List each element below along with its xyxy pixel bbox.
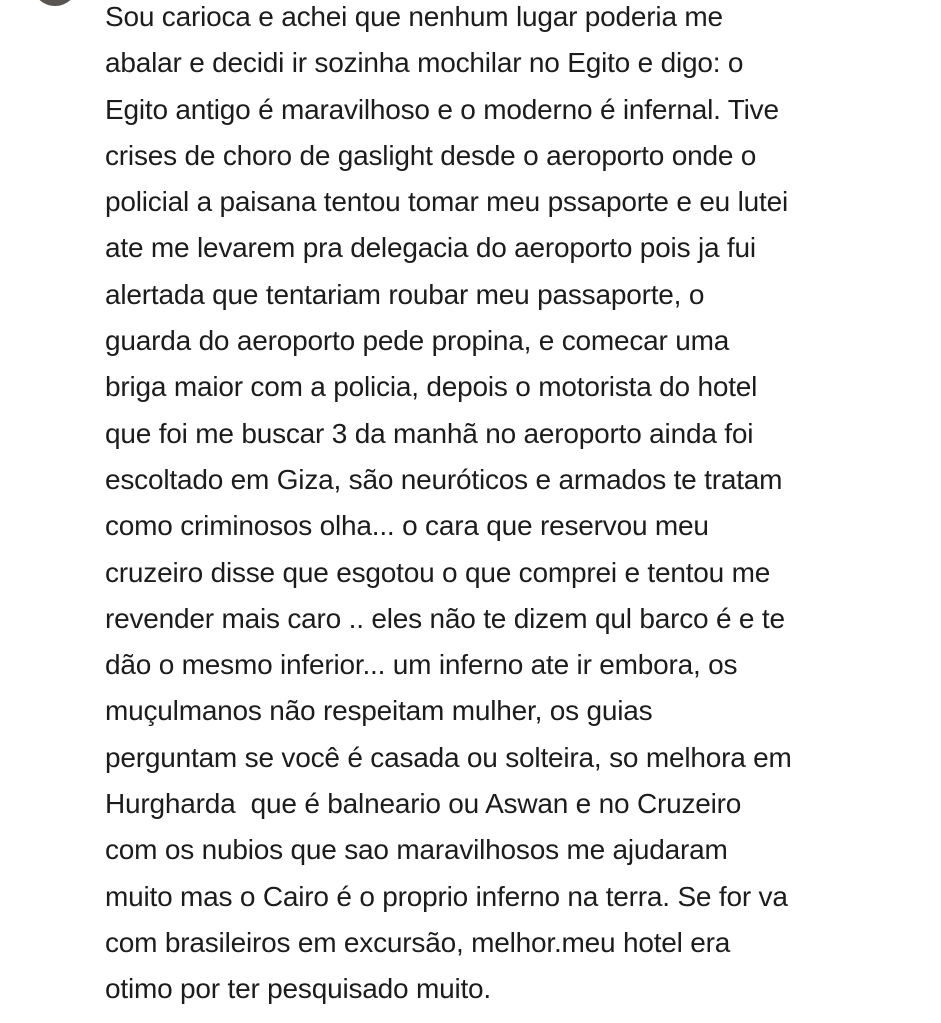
comment-line: guarda do aeroporto pede propina, e comecar uma [105, 325, 730, 357]
comment-line: revender mais caro .. eles não te dizem qul barco é e te [105, 602, 785, 634]
comment-line: dão o mesmo inferior... um inferno ate ir embora, os [105, 649, 738, 681]
comment-line: muito mas o Cairo é o proprio inferno na terra. Se for va [105, 880, 788, 912]
comment-line: perguntam se você é casada ou solteira, so melhora em [105, 741, 792, 773]
comment-line: muçulmanos não respeitam mulher, os guias [105, 695, 653, 727]
comment-line: alertada que tentariam roubar meu passaporte, o [105, 278, 705, 310]
comment-text [105, 0, 920, 1013]
comment-line: crises de choro de gaslight desde o aeroporto onde o [105, 139, 757, 171]
comment-line: Sou carioca e achei que nenhum lugar poderia me [105, 1, 723, 32]
comment-line: com os nubios que sao maravilhosos me ajudaram [105, 834, 728, 866]
comment-line: briga maior com a policia, depois o motorista do hotel [105, 371, 758, 403]
comment-line: com brasileiros em excursão, melhor.meu hotel era [105, 926, 731, 958]
comment-line: cruzeiro disse que esgotou o que comprei e tentou me [105, 556, 771, 588]
comment-line: abalar e decidi ir sozinha mochilar no Egito e digo: o [105, 47, 744, 79]
comment-line: otimo por ter pesquisado muito. [105, 973, 492, 1005]
comment-line: como criminosos olha... o cara que reservou meu [105, 510, 709, 542]
comment-line: Hurgharda que é balneario ou Aswan e no Cruzeiro [105, 788, 742, 820]
comment-line: ate me levarem pra delegacia do aeroporto pois ja fui [105, 232, 756, 264]
comment-line: que foi me buscar 3 da manhã no aeroporto ainda foi [105, 417, 754, 449]
comment-line: policial a paisana tentou tomar meu pssaporte e eu lutei [105, 186, 789, 218]
avatar[interactable] [32, 0, 78, 6]
comment-line: escoltado em Giza, são neuróticos e armados te tratam [105, 463, 783, 495]
comment-line: Egito antigo é maravilhoso e o moderno é infernal. Tive [105, 93, 779, 125]
